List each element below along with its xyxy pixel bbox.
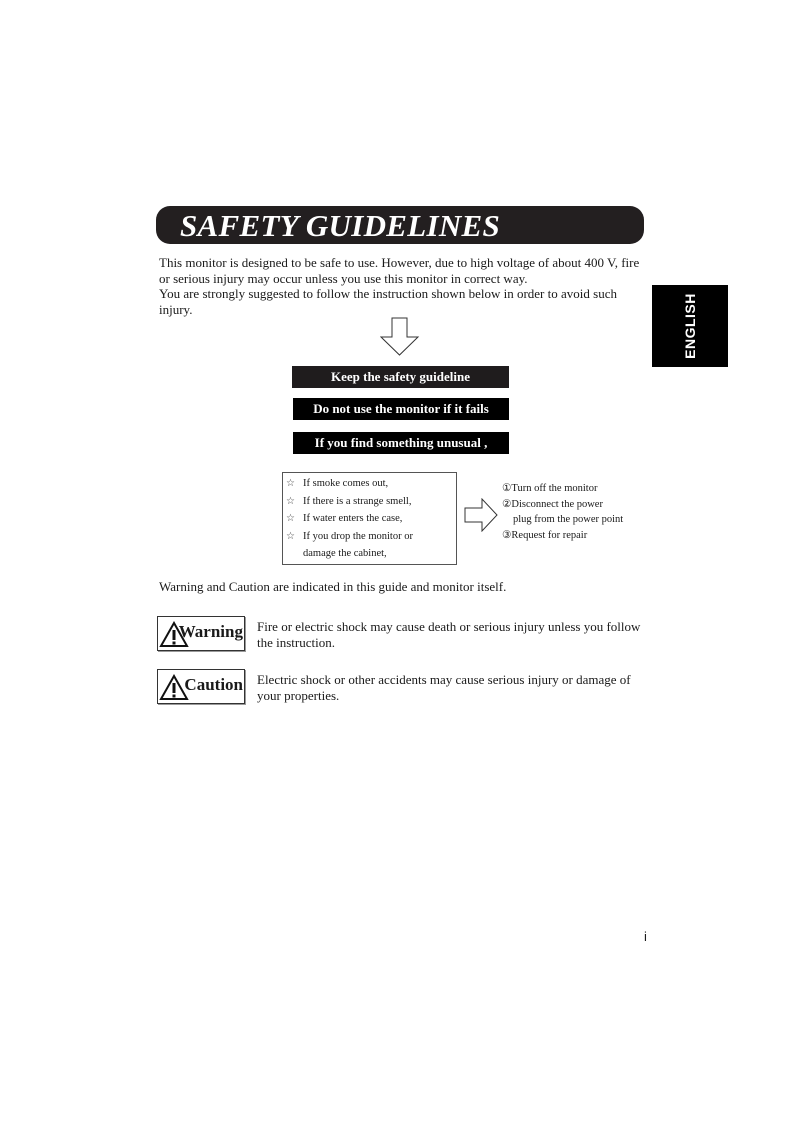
caution-label: [157, 669, 245, 704]
page-title: SAFETY GUIDELINES: [180, 208, 501, 243]
condition-text: If smoke comes out,: [303, 478, 389, 489]
action-item: ②Disconnect the power: [502, 498, 603, 510]
action-item: ①Turn off the monitor: [502, 483, 598, 494]
star-icon: ☆: [286, 478, 295, 489]
star-icon: ☆: [286, 495, 295, 507]
flow-step-do-not-use: Do not use the monitor if it fails: [293, 398, 509, 420]
intro-paragraph-1: This monitor is designed to be safe to use. However, due to high voltage of about 400 V, fire or serious injury may occur unless you use this monitor in correct way.: [159, 255, 640, 286]
condition-item: [286, 528, 456, 546]
condition-text-continued: damage the cabinet,: [303, 548, 387, 559]
condition-item: [286, 510, 456, 528]
condition-text: If you drop the monitor or: [303, 530, 413, 542]
conditions-box: [282, 472, 457, 565]
condition-item: [286, 475, 456, 493]
star-icon: ☆: [286, 513, 295, 524]
down-arrow-icon: [380, 317, 420, 357]
language-tab-label: ENGLISH: [682, 293, 698, 359]
page-number: i: [644, 929, 647, 944]
warning-description: Fire or electric shock may cause death or serious injury unless you follow the instruction.: [257, 619, 641, 650]
action-item: ③Request for repair: [502, 529, 588, 541]
condition-text: If there is a strange smell,: [303, 495, 412, 507]
intro-paragraph-2: You are strongly suggested to follow the instruction shown below in order to avoid such injury.: [159, 286, 617, 317]
actions-list: [502, 481, 623, 543]
flow-step-keep-guideline: Keep the safety guideline: [292, 366, 509, 388]
star-icon: ☆: [286, 530, 295, 542]
caution-label-text: Caution: [184, 675, 243, 694]
action-item-continued: plug from the power point: [513, 514, 624, 525]
right-arrow-icon: [464, 498, 498, 532]
caution-description: Electric shock or other accidents may cause serious injury or damage of your properties.: [257, 672, 631, 703]
intro-text: [159, 255, 644, 317]
warning-label-text: Warning: [178, 622, 243, 641]
condition-item: [286, 493, 456, 511]
section-banner: [156, 206, 644, 244]
flow-step-something-unusual: If you find something unusual ,: [293, 432, 509, 454]
labels-note: Warning and Caution are indicated in this guide and monitor itself.: [159, 579, 507, 594]
condition-text: If water enters the case,: [303, 513, 403, 524]
language-tab: [652, 285, 728, 367]
warning-label: [157, 616, 245, 651]
